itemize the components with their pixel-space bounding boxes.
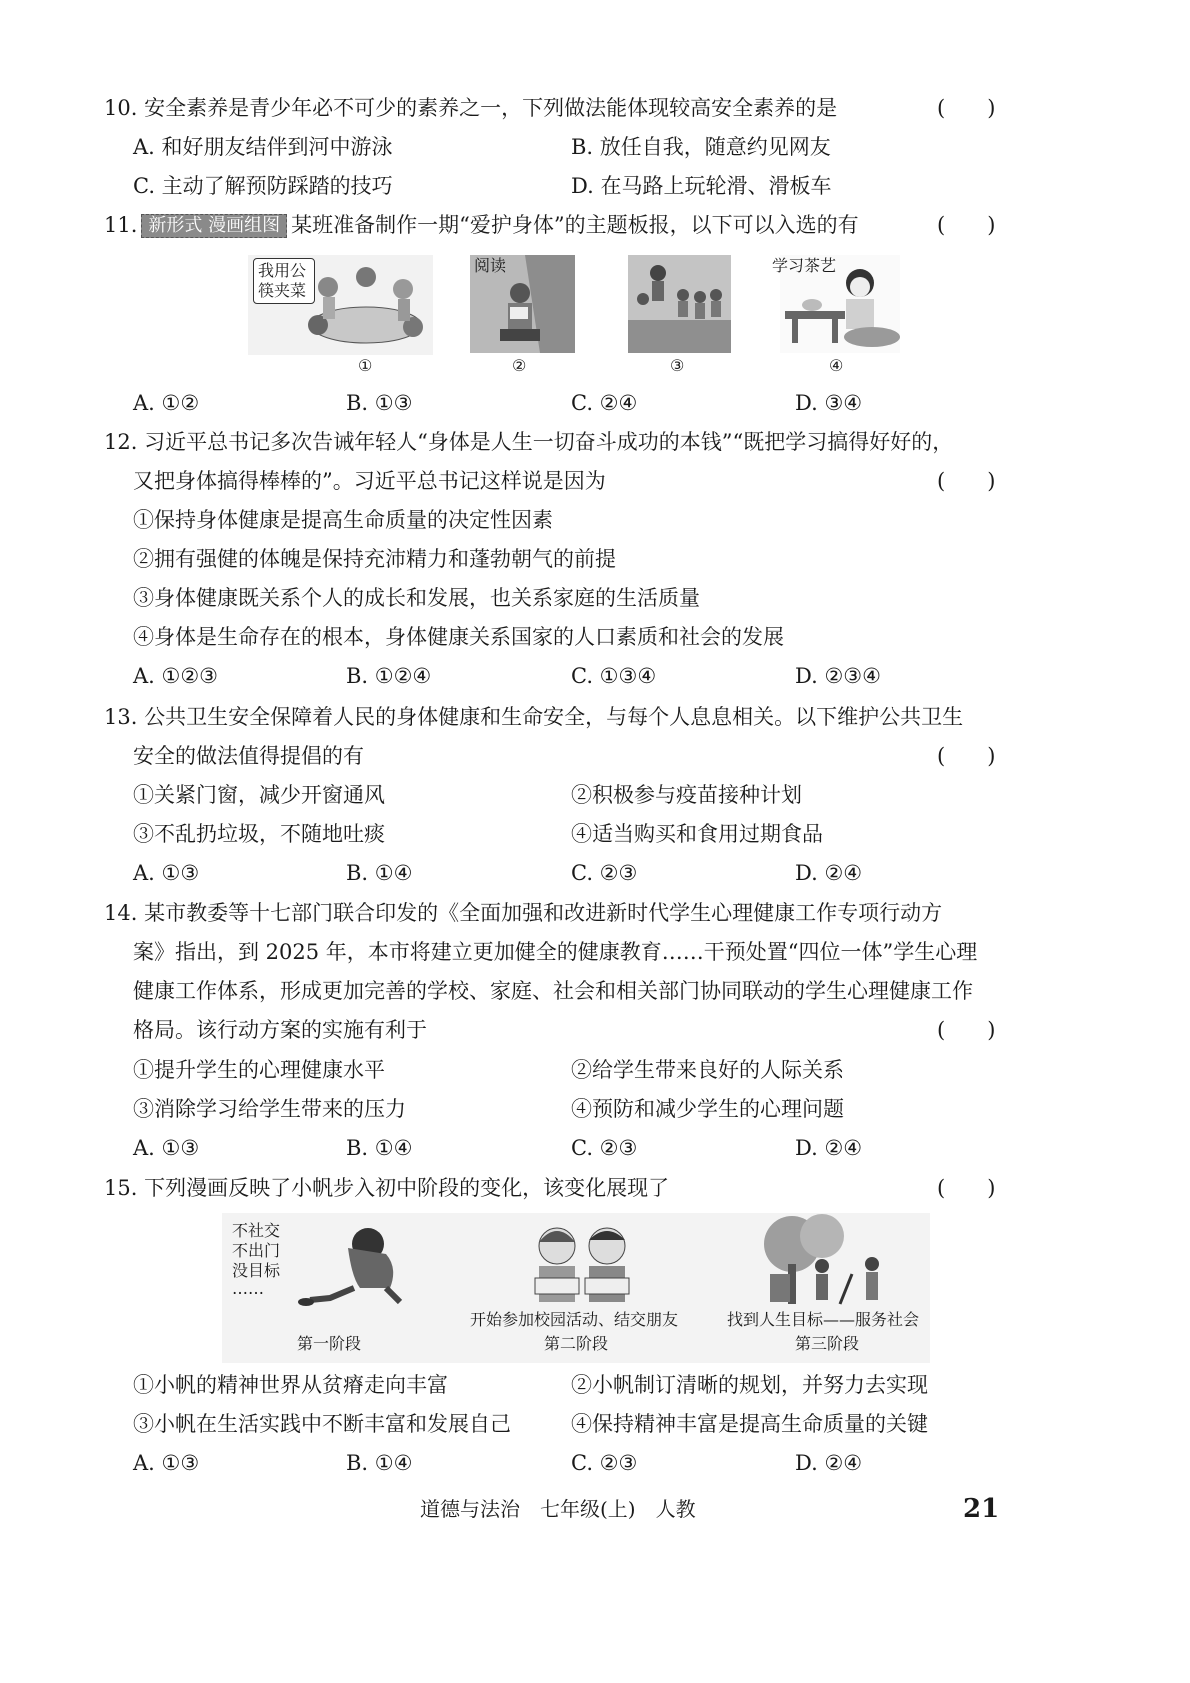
q15-image-2-two-students xyxy=(525,1216,640,1308)
q15-image-1-text-1: 不社交 xyxy=(232,1221,281,1240)
q10-option-b[interactable]: B. 放任自我，随意约见网友 xyxy=(571,135,831,159)
q10-option-c[interactable]: C. 主动了解预防踩踏的技巧 xyxy=(133,174,393,198)
q11-option-a[interactable]: A. ①② xyxy=(133,391,200,415)
q15-stage-3-caption: 第三阶段 xyxy=(795,1334,860,1353)
q13-option-a[interactable]: A. ①③ xyxy=(133,861,200,885)
q12-stem-line-2: 又把身体搞得棒棒的”。习近平总书记这样说是因为 xyxy=(133,469,606,493)
q15-stage-2-caption: 第二阶段 xyxy=(544,1334,609,1353)
q13-option-b[interactable]: B. ①④ xyxy=(346,861,413,885)
q13-statement-1: ①关紧门窗，减少开窗通风 xyxy=(133,783,385,807)
q15-image-1-text-2: 不出门 xyxy=(232,1241,281,1260)
q11-image-1-speech-bubble: 我用公筷夹菜 xyxy=(253,258,315,304)
q11-option-b[interactable]: B. ①③ xyxy=(346,391,413,415)
q11-image-4-caption: ④ xyxy=(829,356,844,375)
q11-image-1-caption: ① xyxy=(358,356,373,375)
q11-stem xyxy=(104,210,859,240)
q15-statement-3: ③小帆在生活实践中不断丰富和发展自己 xyxy=(133,1412,511,1436)
q15-statement-1: ①小帆的精神世界从贫瘠走向丰富 xyxy=(133,1373,448,1397)
q11-number: 11. xyxy=(104,213,138,237)
q12-option-d[interactable]: D. ②③④ xyxy=(795,664,881,688)
q14-stem-line-2: 案》指出，到 2025 年，本市将建立更加健全的健康教育……干预处置“四位一体”学生心理 xyxy=(133,940,978,964)
q15-image-1-text-4: …… xyxy=(232,1279,264,1298)
q15-image-3-community-service xyxy=(752,1214,902,1309)
q12-option-c[interactable]: C. ①③④ xyxy=(571,664,657,688)
q15-option-a[interactable]: A. ①③ xyxy=(133,1451,200,1475)
q14-stem-line-1: 14. 某市教委等十七部门联合印发的《全面加强和改进新时代学生心理健康工作专项行动方 xyxy=(104,901,943,925)
q12-statement-3: ③身体健康既关系个人的成长和发展，也关系家庭的生活质量 xyxy=(133,586,700,610)
q12-statement-4: ④身体是生命存在的根本，身体健康关系国家的人口素质和社会的发展 xyxy=(133,625,784,649)
q15-image-2-text: 开始参加校园活动、结交朋友 xyxy=(470,1310,679,1329)
q15-option-d[interactable]: D. ②④ xyxy=(795,1451,863,1475)
q10-option-a[interactable]: A. 和好朋友结伴到河中游泳 xyxy=(133,135,393,159)
q14-stem-line-4: 格局。该行动方案的实施有利于 xyxy=(133,1018,427,1042)
q13-statement-2: ②积极参与疫苗接种计划 xyxy=(571,783,802,807)
q11-option-d[interactable]: D. ③④ xyxy=(795,391,863,415)
q11-stem-text: 某班准备制作一期“爱护身体”的主题板报，以下可以入选的有 xyxy=(291,213,859,237)
q13-statement-4: ④适当购买和食用过期食品 xyxy=(571,822,823,846)
q15-stage-1-caption: 第一阶段 xyxy=(297,1334,362,1353)
page-footer-subject: 道德与法治 七年级(上) 人教 xyxy=(420,1497,696,1521)
q14-statement-2: ②给学生带来良好的人际关系 xyxy=(571,1058,844,1082)
q11-image-3-caption: ③ xyxy=(670,356,685,375)
q13-stem-line-2: 安全的做法值得提倡的有 xyxy=(133,744,364,768)
q14-option-c[interactable]: C. ②③ xyxy=(571,1136,638,1160)
page-number: 21 xyxy=(963,1494,1000,1524)
q13-option-d[interactable]: D. ②④ xyxy=(795,861,863,885)
q11-new-format-tag: 新形式 漫画组图 xyxy=(141,214,287,238)
q12-option-b[interactable]: B. ①②④ xyxy=(346,664,432,688)
q11-image-2-caption: ② xyxy=(512,356,527,375)
q11-option-c[interactable]: C. ②④ xyxy=(571,391,638,415)
q13-option-c[interactable]: C. ②③ xyxy=(571,861,638,885)
q15-option-c[interactable]: C. ②③ xyxy=(571,1451,638,1475)
q14-option-d[interactable]: D. ②④ xyxy=(795,1136,863,1160)
q12-statement-1: ①保持身体健康是提高生命质量的决定性因素 xyxy=(133,508,553,532)
q15-image-1-sad-figure xyxy=(290,1218,420,1313)
q15-stem: 15. 下列漫画反映了小帆步入初中阶段的变化，该变化展现了 xyxy=(104,1176,670,1200)
q12-stem-line-1: 12. 习近平总书记多次告诫年轻人“身体是人生一切奋斗成功的本钱”“既把学习搞得好好的， xyxy=(104,430,954,454)
q15-image-1-text-3: 没目标 xyxy=(232,1261,281,1280)
q10-option-d[interactable]: D. 在马路上玩轮滑、滑板车 xyxy=(571,174,832,198)
q12-option-a[interactable]: A. ①②③ xyxy=(133,664,218,688)
q11-image-2-label: 阅读 xyxy=(474,256,507,275)
q14-stem-line-3: 健康工作体系，形成更加完善的学校、家庭、社会和相关部门协同联动的学生心理健康工作 xyxy=(133,979,973,1003)
q15-option-b[interactable]: B. ①④ xyxy=(346,1451,413,1475)
q13-statement-3: ③不乱扔垃圾，不随地吐痰 xyxy=(133,822,385,846)
q14-statement-3: ③消除学习给学生带来的压力 xyxy=(133,1097,406,1121)
q14-answer-paren[interactable]: ( ) xyxy=(937,1018,996,1042)
q10-stem: 10. 安全素养是青少年必不可少的素养之一，下列做法能体现较高安全素养的是 xyxy=(104,96,838,120)
q10-answer-paren[interactable]: ( ) xyxy=(937,96,996,120)
q11-image-4-label: 学习茶艺 xyxy=(772,256,837,275)
q14-statement-1: ①提升学生的心理健康水平 xyxy=(133,1058,385,1082)
q15-statement-2: ②小帆制订清晰的规划，并努力去实现 xyxy=(571,1373,928,1397)
q12-statement-2: ②拥有强健的体魄是保持充沛精力和蓬勃朝气的前提 xyxy=(133,547,616,571)
q14-option-a[interactable]: A. ①③ xyxy=(133,1136,200,1160)
q12-answer-paren[interactable]: ( ) xyxy=(937,469,996,493)
q14-option-b[interactable]: B. ①④ xyxy=(346,1136,413,1160)
q11-image-3-running xyxy=(628,255,731,353)
q15-statement-4: ④保持精神丰富是提高生命质量的关键 xyxy=(571,1412,928,1436)
q13-stem-line-1: 13. 公共卫生安全保障着人民的身体健康和生命安全，与每个人息息相关。以下维护公共卫生 xyxy=(104,705,964,729)
q13-answer-paren[interactable]: ( ) xyxy=(937,744,996,768)
q11-answer-paren[interactable]: ( ) xyxy=(937,213,996,237)
q15-image-3-text: 找到人生目标——服务社会 xyxy=(727,1310,920,1329)
q14-statement-4: ④预防和减少学生的心理问题 xyxy=(571,1097,844,1121)
q15-answer-paren[interactable]: ( ) xyxy=(937,1176,996,1200)
